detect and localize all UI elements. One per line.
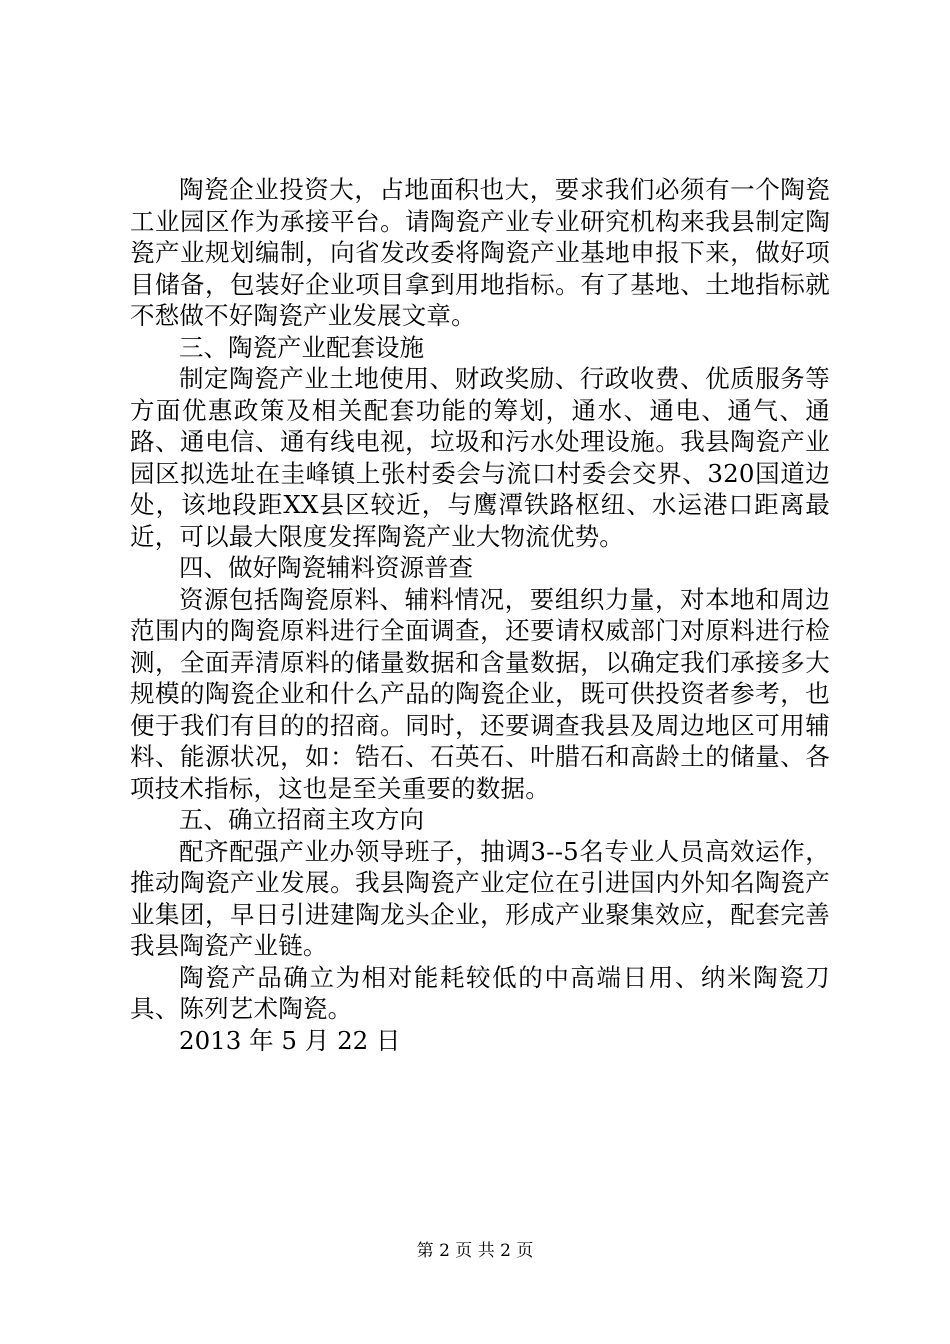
document-body <box>130 174 830 1056</box>
paragraph-resource-survey: 资源包括陶瓷原料、辅料情况，要组织力量，对本地和周边范围内的陶瓷原料进行全面调查，还要请权威部门对原料进行检测，全面弄清原料的储量数据和含量数据，以确定我们承接多大规模的陶瓷企业和什么产品的陶瓷企业，既可供投资者参考，也便于我们有目的的招商。同时，还要调查我县及周边地区可用辅料、能源状况，如：锆石、石英石、叶腊石和高龄土的储量、各项技术指标，这也是至关重要的数据。 <box>130 584 830 803</box>
paragraph-supporting-facilities: 制定陶瓷产业土地使用、财政奖励、行政收费、优质服务等方面优惠政策及相关配套功能的筹划，通水、通电、通气、通路、通电信、通有线电视，垃圾和污水处理设施。我县陶瓷产业园区拟选址在圭峰镇上张村委会与流口村委会交界、320国道边处，该地段距XX县区较近，与鹰潭铁路枢纽、水运港口距离最近，可以最大限度发挥陶瓷产业大物流优势。 <box>130 364 830 551</box>
paragraph-industrial-park: 陶瓷企业投资大，占地面积也大，要求我们必须有一个陶瓷工业园区作为承接平台。请陶瓷产业专业研究机构来我县制定陶瓷产业规划编制，向省发改委将陶瓷产业基地申报下来，做好项目储备，包装好企业项目拿到用地指标。有了基地、土地指标就不愁做不好陶瓷产业发展文章。 <box>130 175 830 330</box>
paragraph-investment-direction: 配齐配强产业办领导班子，抽调3--5名专业人员高效运作，推动陶瓷产业发展。我县陶瓷产业定位在引进国内外知名陶瓷产业集团，早日引进建陶龙头企业，形成产业聚集效应，配套完善我县陶瓷产业链。 <box>130 836 830 960</box>
section-heading-resource-survey: 四、做好陶瓷辅料资源普查 <box>179 553 473 582</box>
paragraph-product-positioning: 陶瓷产品确立为相对能耗较低的中高端日用、纳米陶瓷刀具、陈列艺术陶瓷。 <box>130 962 830 1023</box>
document-date: 2013 年 5 月 22 日 <box>179 1025 401 1055</box>
section-heading-supporting-facilities: 三、陶瓷产业配套设施 <box>179 332 424 362</box>
section-heading-investment-direction: 五、确立招商主攻方向 <box>179 805 424 834</box>
page-footer: 第 2 页 共 2 页 <box>416 1241 534 1261</box>
